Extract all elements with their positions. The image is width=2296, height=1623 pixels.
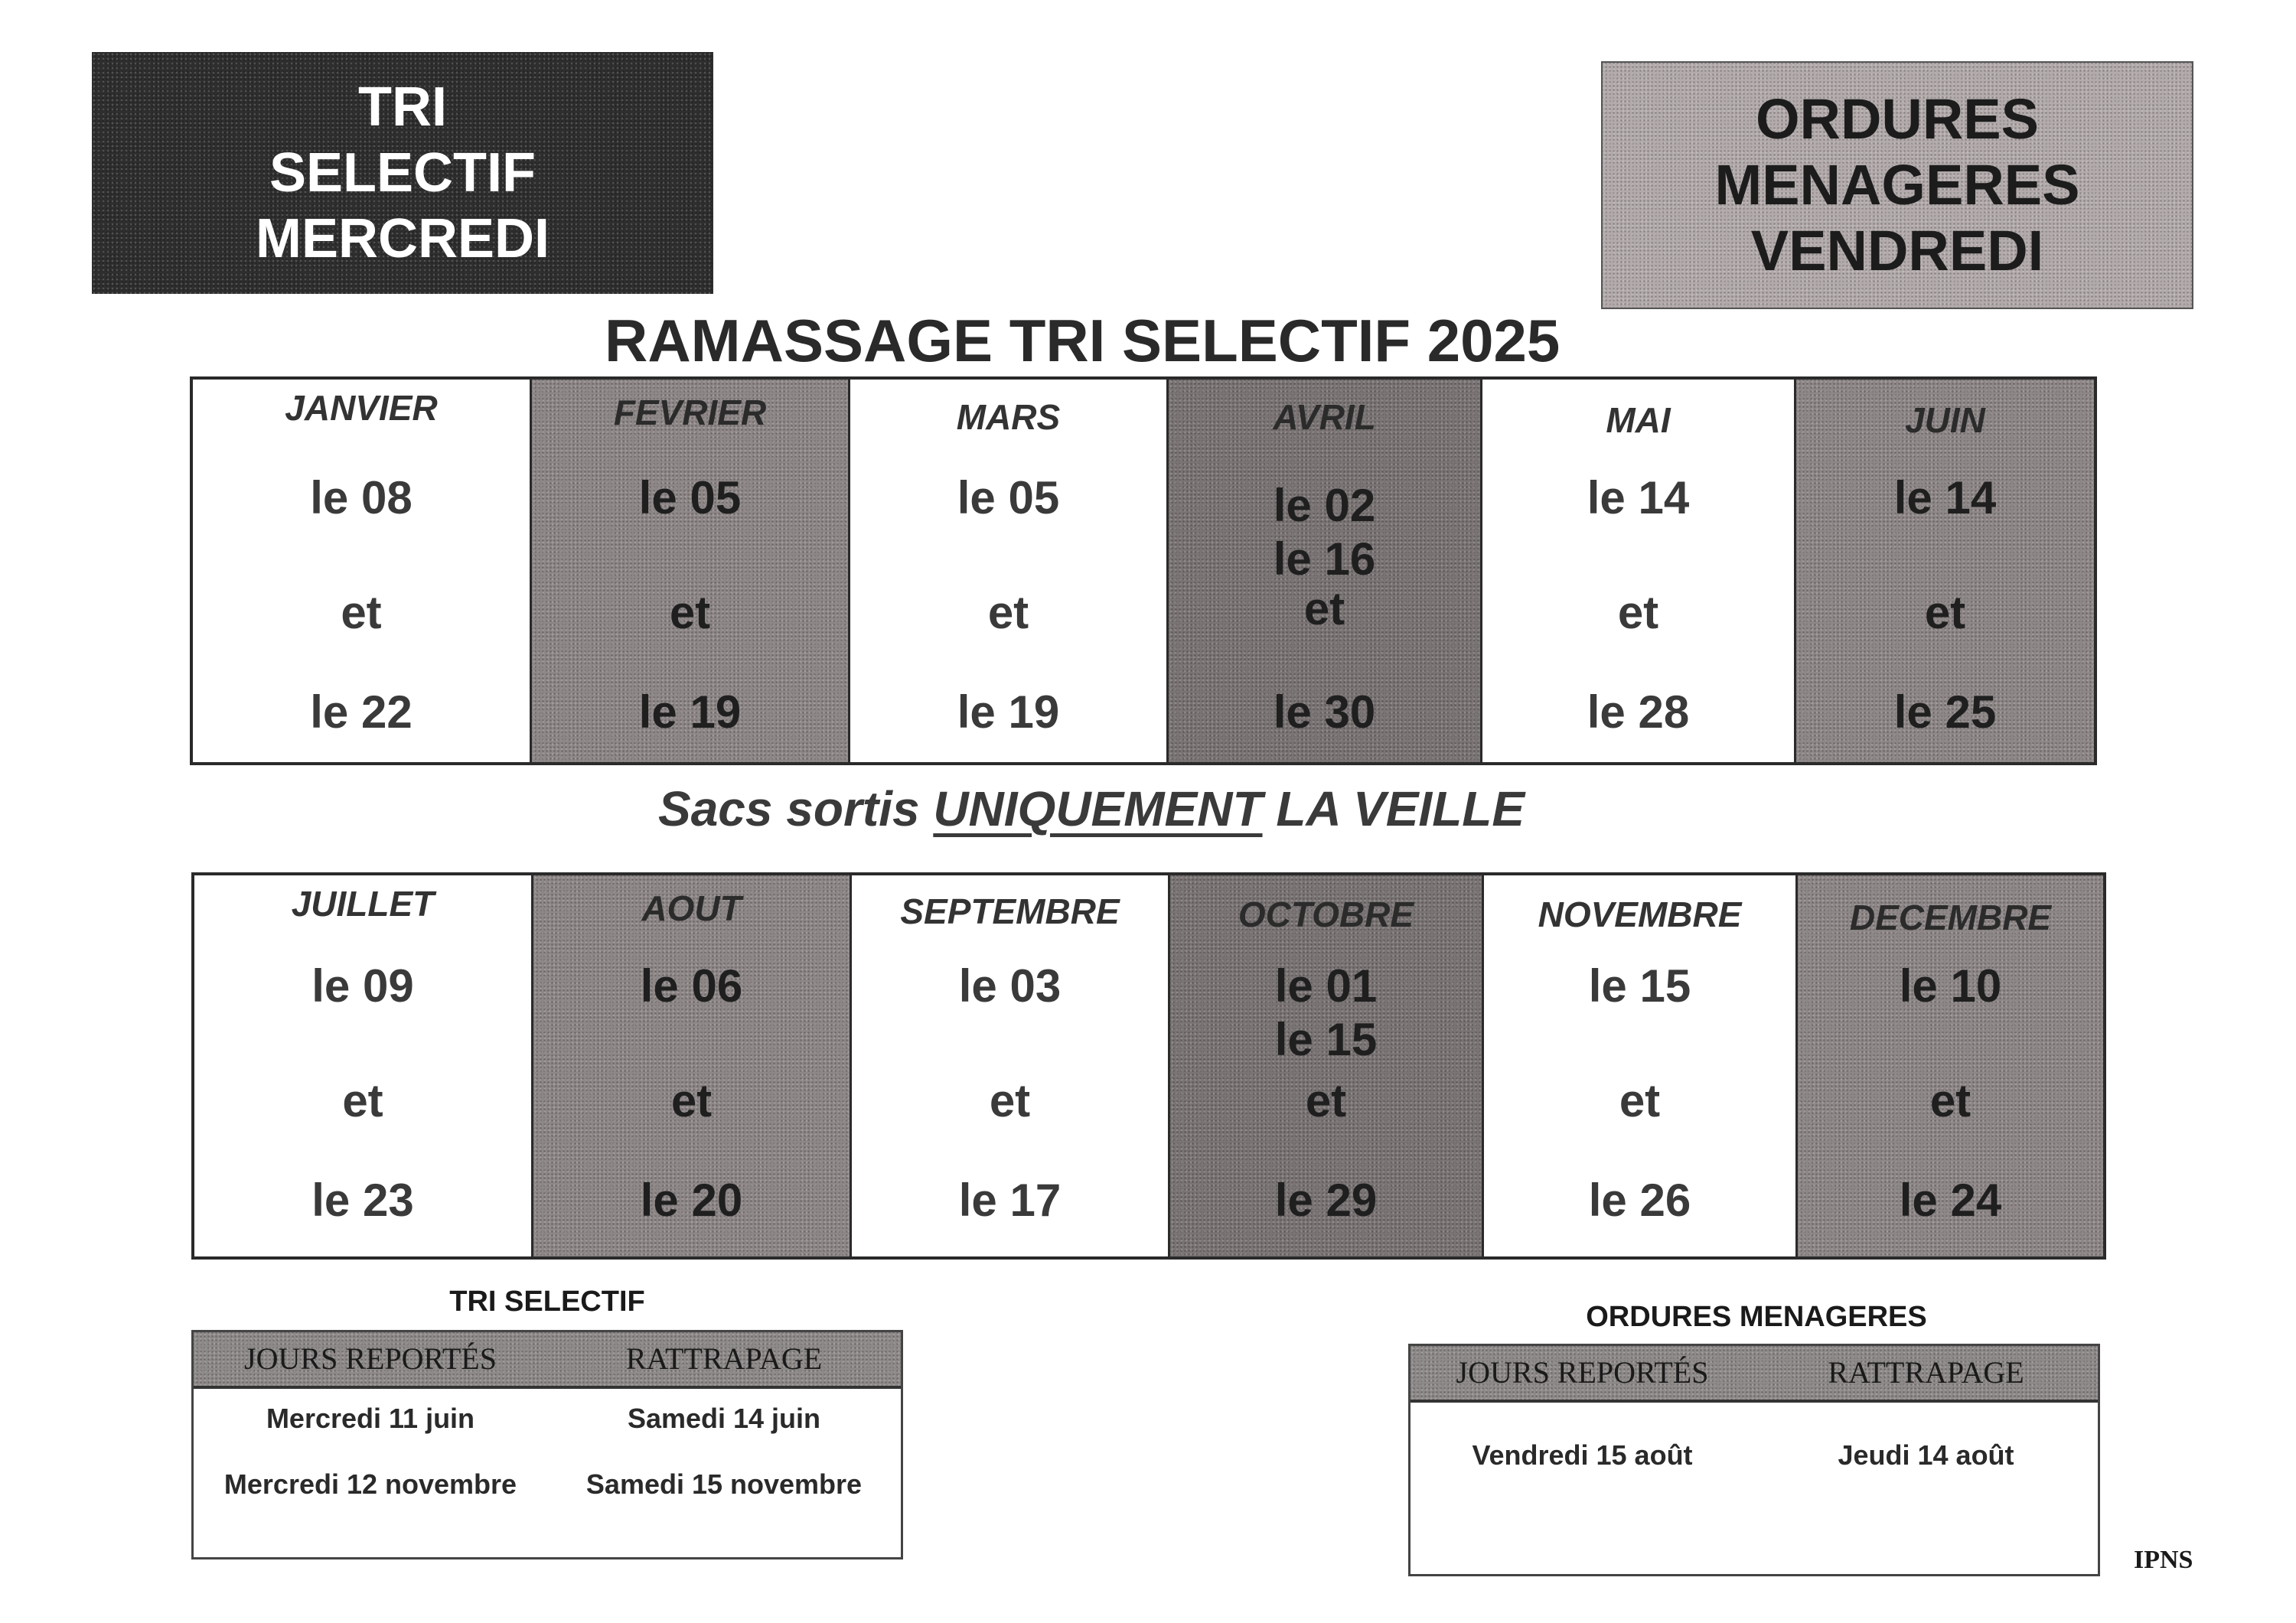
ordures-menageres-vendredi-box — [1601, 61, 2193, 309]
tri-report-row — [194, 1403, 901, 1435]
conjunction-et: et — [669, 587, 711, 638]
om-report-rattrapage: Jeudi 14 août — [1838, 1439, 2014, 1471]
collection-date: le 29 — [1274, 1175, 1378, 1226]
tri-report-table — [191, 1330, 903, 1559]
conjunction-et: et — [670, 1075, 713, 1126]
subtitle-after: LA VEILLE — [1262, 781, 1525, 836]
collection-date: le 05 — [957, 472, 1060, 523]
collection-date: le 09 — [311, 960, 414, 1012]
collection-date: le 24 — [1899, 1175, 2002, 1226]
month-name: OCTOBRE — [1238, 895, 1414, 934]
tri-line-2: SELECTIF — [269, 142, 536, 204]
collection-date: le 15 — [1588, 960, 1691, 1012]
ordures-line-1: ORDURES — [1755, 87, 2040, 151]
month-column-decembre — [1795, 875, 2103, 1256]
month-name: FEVRIER — [613, 393, 767, 432]
month-name: AVRIL — [1273, 397, 1376, 437]
month-column-mai — [1480, 380, 1794, 762]
subtitle-emphasis: UNIQUEMENT — [933, 781, 1263, 836]
tri-line-3: MERCREDI — [255, 208, 550, 269]
tri-report-header — [194, 1332, 901, 1389]
collection-date: le 28 — [1587, 686, 1690, 738]
month-name: AOUT — [641, 888, 742, 928]
first-half-calendar — [190, 376, 2097, 765]
tri-report-header-rattrapage: RATTRAPAGE — [625, 1341, 823, 1376]
collection-date: le 17 — [958, 1175, 1062, 1226]
month-column-septembre — [850, 875, 1168, 1256]
collection-date: le 23 — [311, 1175, 414, 1226]
month-column-juin — [1794, 380, 2094, 762]
conjunction-et: et — [1924, 587, 1966, 638]
ipns-mention: IPNS — [2134, 1546, 2193, 1574]
month-column-octobre — [1168, 875, 1482, 1256]
month-name: DECEMBRE — [1849, 898, 2052, 937]
om-report-header-reportes: JOURS REPORTÉS — [1456, 1355, 1709, 1390]
collection-date: le 19 — [957, 686, 1060, 738]
collection-date: le 02 — [1273, 480, 1376, 531]
tri-report-header-reportes: JOURS REPORTÉS — [244, 1341, 497, 1376]
collection-date: le 25 — [1893, 686, 1997, 738]
tri-report-title: TRI SELECTIF — [449, 1286, 645, 1318]
collection-date: le 10 — [1899, 960, 2002, 1012]
month-column-janvier — [193, 380, 530, 762]
ordures-line-3: VENDREDI — [1750, 219, 2044, 282]
collection-date: le 03 — [958, 960, 1062, 1012]
second-half-calendar — [191, 872, 2106, 1260]
month-column-aout — [531, 875, 850, 1256]
ordures-line-2: MENAGERES — [1714, 153, 2080, 217]
tri-report-jour: Mercredi 12 novembre — [223, 1468, 517, 1500]
om-report-table — [1408, 1344, 2100, 1576]
conjunction-et: et — [1929, 1075, 1971, 1126]
month-name: JUILLET — [291, 884, 435, 924]
conjunction-et: et — [989, 1075, 1031, 1126]
collection-date: le 26 — [1588, 1175, 1691, 1226]
om-report-title: ORDURES MENAGERES — [1586, 1301, 1927, 1333]
conjunction-et: et — [987, 587, 1029, 638]
month-column-avril — [1166, 380, 1480, 762]
month-name: JUIN — [1905, 400, 1985, 440]
collection-date: le 22 — [310, 686, 413, 738]
tri-selectif-mercredi-box — [92, 52, 713, 294]
collection-date: le 15 — [1274, 1014, 1378, 1065]
month-name: JANVIER — [285, 388, 438, 428]
collection-date: le 08 — [310, 472, 413, 523]
om-report-header — [1411, 1346, 2098, 1403]
tri-report-row — [194, 1468, 901, 1501]
collection-date: le 19 — [638, 686, 742, 738]
collection-date: le 16 — [1273, 533, 1376, 585]
tri-report-jour: Mercredi 11 juin — [266, 1403, 475, 1434]
conjunction-et: et — [1305, 1075, 1347, 1126]
month-column-novembre — [1482, 875, 1795, 1256]
om-report-jour: Vendredi 15 août — [1472, 1439, 1693, 1471]
month-name: SEPTEMBRE — [900, 891, 1120, 931]
conjunction-et: et — [1303, 583, 1345, 634]
conjunction-et: et — [1619, 1075, 1661, 1126]
collection-date: le 30 — [1273, 686, 1376, 738]
collection-date: le 01 — [1274, 960, 1378, 1012]
om-report-row — [1411, 1439, 2098, 1471]
collection-date: le 06 — [640, 960, 743, 1012]
month-name: MARS — [956, 397, 1061, 437]
collection-date: le 20 — [640, 1175, 743, 1226]
month-name: MAI — [1606, 400, 1671, 440]
om-report-header-rattrapage: RATTRAPAGE — [1828, 1355, 2024, 1390]
tri-report-rattrapage: Samedi 14 juin — [627, 1403, 821, 1434]
conjunction-et: et — [341, 587, 382, 638]
conjunction-et: et — [342, 1075, 383, 1126]
conjunction-et: et — [1617, 587, 1659, 638]
tri-report-rattrapage: Samedi 15 novembre — [585, 1468, 863, 1500]
subtitle-notice — [658, 781, 1525, 837]
collection-date: le 05 — [638, 472, 742, 523]
collection-date: le 14 — [1893, 472, 1997, 523]
month-column-fevrier — [530, 380, 848, 762]
month-name: NOVEMBRE — [1538, 895, 1742, 934]
page-title: RAMASSAGE TRI SELECTIF 2025 — [605, 307, 1561, 374]
month-column-juillet — [194, 875, 531, 1256]
month-column-mars — [848, 380, 1166, 762]
collection-date: le 14 — [1587, 472, 1690, 523]
tri-line-1: TRI — [358, 77, 447, 138]
subtitle-before: Sacs sortis — [658, 781, 934, 836]
